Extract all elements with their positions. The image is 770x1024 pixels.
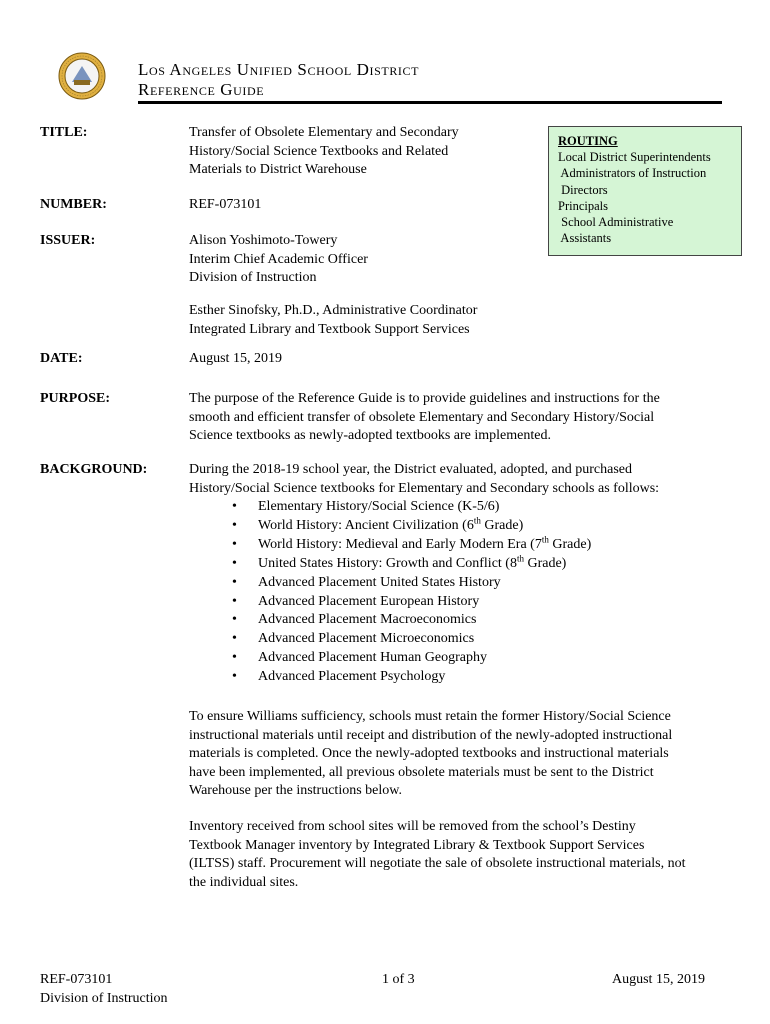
issuer-division: Division of Instruction — [189, 270, 317, 285]
paragraph-line: Inventory received from school sites will be removed from the school’s Destiny — [189, 819, 636, 834]
background-line: History/Social Science textbooks for Elementary and Secondary schools as follows: — [189, 480, 660, 496]
bullet-icon: • — [232, 612, 237, 628]
purpose-line: The purpose of the Reference Guide is to provide guidelines and instructions for the — [189, 391, 660, 406]
list-item — [232, 574, 591, 593]
routing-item: Assistants — [558, 231, 612, 246]
document-number: REF-073101 — [189, 197, 262, 212]
list-item-text-end: Grade) — [480, 517, 524, 533]
inventory-paragraph — [189, 818, 686, 892]
list-item-text: United States History: Growth and Conflict (8 — [258, 555, 517, 571]
issuer-label: ISSUER: — [40, 233, 96, 248]
paragraph-line: have been implemented, all previous obsolete materials must be sent to the District — [189, 764, 654, 780]
purpose-label: PURPOSE: — [40, 391, 110, 406]
list-item — [232, 517, 591, 536]
list-item — [232, 668, 591, 687]
second-issuer-block — [189, 302, 477, 339]
document-type: Reference Guide — [138, 80, 265, 99]
routing-item: School Administrative — [558, 215, 674, 230]
paragraph-line: (ILTSS) staff. Procurement will negotiate the sale of obsolete instructional materials, not — [189, 856, 686, 871]
list-item-text: Elementary History/Social Science (K-5/6) — [258, 499, 500, 514]
issuer-role: Interim Chief Academic Officer — [189, 251, 368, 267]
paragraph-line: the individual sites. — [189, 874, 299, 890]
list-item — [232, 630, 591, 649]
purpose-line: Science textbooks as newly-adopted textbooks are implemented. — [189, 428, 551, 443]
list-item — [232, 649, 591, 668]
district-seal-logo — [58, 52, 106, 100]
title-line: Transfer of Obsolete Elementary and Secondary — [189, 125, 459, 140]
number-label: NUMBER: — [40, 197, 107, 212]
list-item-text: Advanced Placement Macroeconomics — [258, 612, 477, 628]
routing-title: ROUTING — [558, 134, 618, 148]
list-item — [232, 611, 591, 630]
routing-item: Local District Superintendents — [558, 150, 711, 165]
ordinal-suffix: th — [516, 553, 524, 564]
list-item-text-end: Grade) — [523, 555, 567, 571]
issuer-block — [189, 232, 368, 288]
williams-paragraph — [189, 708, 672, 801]
list-item — [232, 555, 591, 574]
list-item-text: Advanced Placement United States History — [258, 574, 501, 590]
background-intro — [189, 461, 659, 498]
list-item — [232, 498, 591, 517]
routing-item: Administrators of Instruction — [558, 166, 707, 181]
list-item-text: Advanced Placement Microeconomics — [258, 631, 475, 647]
background-label: BACKGROUND: — [40, 462, 148, 477]
title-line: History/Social Science Textbooks and Related — [189, 143, 449, 159]
ordinal-suffix: th — [541, 534, 549, 545]
paragraph-line: materials is completed. Once the newly-adopted textbooks and instructional materials — [189, 746, 669, 761]
bullet-icon: • — [232, 669, 237, 685]
bullet-icon: • — [232, 536, 237, 552]
list-item-text: World History: Medieval and Early Modern Era (7 — [258, 536, 542, 552]
paragraph-line: Warehouse per the instructions below. — [189, 783, 402, 798]
paragraph-line: Textbook Manager inventory by Integrated Library & Textbook Support Services — [189, 837, 645, 853]
title-line: Materials to District Warehouse — [189, 162, 367, 177]
bullet-icon: • — [232, 593, 237, 609]
background-line: During the 2018-19 school year, the District evaluated, adopted, and purchased — [189, 462, 633, 477]
footer-page-number: 1 of 3 — [382, 972, 415, 987]
list-item-text: Advanced Placement Psychology — [258, 669, 446, 685]
list-item — [232, 536, 591, 555]
purpose-text — [189, 390, 660, 446]
routing-item: Directors — [558, 182, 608, 197]
paragraph-line: instructional materials until receipt and distribution of the newly-adopted instructional — [189, 727, 673, 743]
routing-box — [548, 126, 742, 256]
bullet-icon: • — [232, 650, 237, 666]
paragraph-line: To ensure Williams sufficiency, schools must retain the former History/Social Science — [189, 709, 671, 724]
header-rule — [138, 101, 722, 104]
footer-division: Division of Instruction — [40, 991, 168, 1006]
routing-item: Principals — [558, 198, 608, 213]
date-label: DATE: — [40, 351, 83, 366]
ordinal-suffix: th — [473, 515, 481, 526]
textbook-list — [232, 498, 591, 687]
bullet-icon: • — [232, 499, 237, 514]
bullet-icon: • — [232, 631, 237, 647]
issuer-name: Alison Yoshimoto-Towery — [189, 233, 338, 248]
footer-ref: REF-073101 — [40, 972, 113, 987]
list-item-text-end: Grade) — [548, 536, 592, 552]
bullet-icon: • — [232, 555, 237, 571]
district-name: Los Angeles Unified School District — [138, 60, 420, 79]
second-issuer-name: Esther Sinofsky, Ph.D., Administrative Coordinator — [189, 303, 478, 318]
footer-date: August 15, 2019 — [612, 972, 705, 987]
document-date: August 15, 2019 — [189, 351, 282, 366]
purpose-line: smooth and efficient transfer of obsolete Elementary and Secondary History/Social — [189, 409, 655, 425]
document-title — [189, 124, 459, 180]
title-label: TITLE: — [40, 125, 88, 140]
list-item — [232, 593, 591, 612]
list-item-text: Advanced Placement Human Geography — [258, 650, 487, 666]
bullet-icon: • — [232, 574, 237, 590]
list-item-text: World History: Ancient Civilization (6 — [258, 517, 474, 533]
second-issuer-role: Integrated Library and Textbook Support Services — [189, 321, 470, 337]
bullet-icon: • — [232, 517, 237, 533]
list-item-text: Advanced Placement European History — [258, 593, 480, 609]
